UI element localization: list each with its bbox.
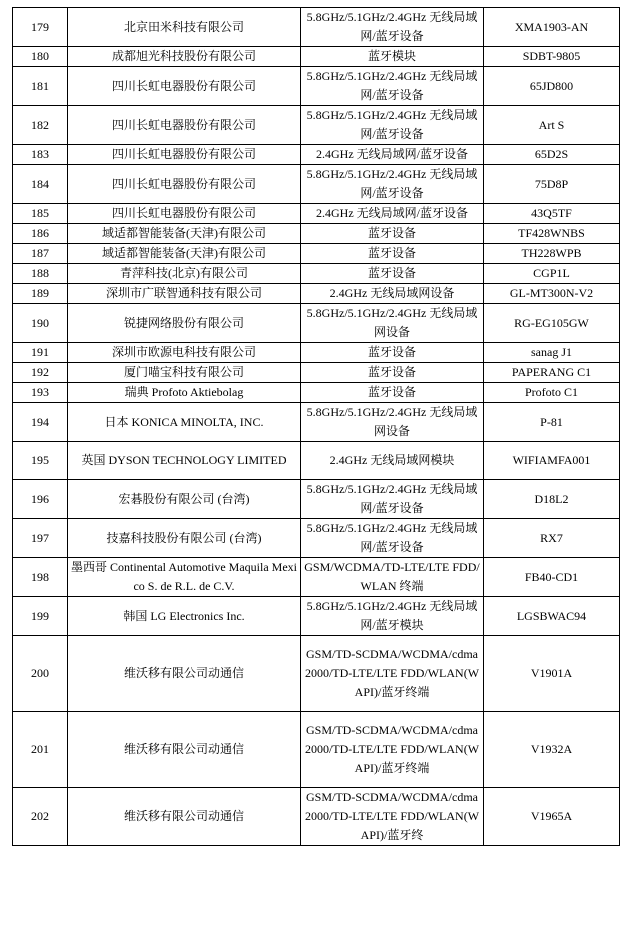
model-cell: 65JD800 <box>484 67 620 106</box>
device-approval-table <box>12 7 620 846</box>
company-cell: 四川长虹电器股份有限公司 <box>68 67 301 106</box>
table-row <box>13 165 620 204</box>
model-cell: SDBT-9805 <box>484 47 620 67</box>
company-cell: 维沃移有限公司动通信 <box>68 788 301 846</box>
product-cell: 5.8GHz/5.1GHz/2.4GHz 无线局域网设备 <box>301 403 484 442</box>
model-cell: V1932A <box>484 712 620 788</box>
table-row <box>13 47 620 67</box>
table-row <box>13 343 620 363</box>
row-number: 190 <box>13 304 68 343</box>
model-cell: 75D8P <box>484 165 620 204</box>
company-cell: 韩国 LG Electronics Inc. <box>68 597 301 636</box>
product-cell: 2.4GHz 无线局域网模块 <box>301 442 484 480</box>
product-cell: 2.4GHz 无线局域网/蓝牙设备 <box>301 204 484 224</box>
model-cell: Art S <box>484 106 620 145</box>
model-cell: CGP1L <box>484 264 620 284</box>
company-cell: 维沃移有限公司动通信 <box>68 636 301 712</box>
product-cell: 5.8GHz/5.1GHz/2.4GHz 无线局域网/蓝牙设备 <box>301 519 484 558</box>
row-number: 194 <box>13 403 68 442</box>
table-row <box>13 788 620 846</box>
company-cell: 成都旭光科技股份有限公司 <box>68 47 301 67</box>
row-number: 193 <box>13 383 68 403</box>
product-cell: 5.8GHz/5.1GHz/2.4GHz 无线局域网/蓝牙设备 <box>301 480 484 519</box>
table-row <box>13 204 620 224</box>
row-number: 188 <box>13 264 68 284</box>
product-cell: 蓝牙模块 <box>301 47 484 67</box>
product-cell: GSM/TD-SCDMA/WCDMA/cdma2000/TD-LTE/LTE FDD/WLAN(WAPI)/蓝牙终 <box>301 788 484 846</box>
company-cell: 厦门喵宝科技有限公司 <box>68 363 301 383</box>
table-row <box>13 224 620 244</box>
table-row <box>13 145 620 165</box>
row-number: 196 <box>13 480 68 519</box>
row-number: 183 <box>13 145 68 165</box>
product-cell: 蓝牙设备 <box>301 224 484 244</box>
row-number: 199 <box>13 597 68 636</box>
table-row <box>13 636 620 712</box>
table-row <box>13 106 620 145</box>
company-cell: 深圳市广联智通科技有限公司 <box>68 284 301 304</box>
model-cell: V1965A <box>484 788 620 846</box>
company-cell: 四川长虹电器股份有限公司 <box>68 204 301 224</box>
company-cell: 维沃移有限公司动通信 <box>68 712 301 788</box>
row-number: 186 <box>13 224 68 244</box>
company-cell: 英国 DYSON TECHNOLOGY LIMITED <box>68 442 301 480</box>
model-cell: 65D2S <box>484 145 620 165</box>
company-cell: 宏碁股份有限公司 (台湾) <box>68 480 301 519</box>
table-row <box>13 442 620 480</box>
company-cell: 日本 KONICA MINOLTA, INC. <box>68 403 301 442</box>
company-cell: 墨西哥 Continental Automotive Maquila Mexico S. de R.L. de C.V. <box>68 558 301 597</box>
product-cell: 蓝牙设备 <box>301 363 484 383</box>
model-cell: TF428WNBS <box>484 224 620 244</box>
product-cell: 2.4GHz 无线局域网设备 <box>301 284 484 304</box>
model-cell: WIFIAMFA001 <box>484 442 620 480</box>
model-cell: GL-MT300N-V2 <box>484 284 620 304</box>
product-cell: 2.4GHz 无线局域网/蓝牙设备 <box>301 145 484 165</box>
company-cell: 北京田米科技有限公司 <box>68 8 301 47</box>
product-cell: GSM/TD-SCDMA/WCDMA/cdma2000/TD-LTE/LTE FDD/WLAN(WAPI)/蓝牙终端 <box>301 636 484 712</box>
table-row <box>13 597 620 636</box>
table-row <box>13 244 620 264</box>
model-cell: XMA1903-AN <box>484 8 620 47</box>
row-number: 192 <box>13 363 68 383</box>
table-row <box>13 403 620 442</box>
company-cell: 技嘉科技股份有限公司 (台湾) <box>68 519 301 558</box>
table-body <box>13 8 620 846</box>
product-cell: 5.8GHz/5.1GHz/2.4GHz 无线局域网/蓝牙设备 <box>301 8 484 47</box>
model-cell: Profoto C1 <box>484 383 620 403</box>
row-number: 181 <box>13 67 68 106</box>
company-cell: 域适都智能装备(天津)有限公司 <box>68 224 301 244</box>
table-row <box>13 304 620 343</box>
product-cell: 蓝牙设备 <box>301 264 484 284</box>
row-number: 180 <box>13 47 68 67</box>
row-number: 200 <box>13 636 68 712</box>
table-row <box>13 264 620 284</box>
model-cell: D18L2 <box>484 480 620 519</box>
row-number: 179 <box>13 8 68 47</box>
company-cell: 四川长虹电器股份有限公司 <box>68 165 301 204</box>
product-cell: 蓝牙设备 <box>301 383 484 403</box>
row-number: 185 <box>13 204 68 224</box>
row-number: 198 <box>13 558 68 597</box>
row-number: 201 <box>13 712 68 788</box>
row-number: 182 <box>13 106 68 145</box>
model-cell: V1901A <box>484 636 620 712</box>
model-cell: P-81 <box>484 403 620 442</box>
row-number: 184 <box>13 165 68 204</box>
product-cell: 5.8GHz/5.1GHz/2.4GHz 无线局域网/蓝牙设备 <box>301 165 484 204</box>
model-cell: RG-EG105GW <box>484 304 620 343</box>
row-number: 197 <box>13 519 68 558</box>
company-cell: 深圳市欧源电科技有限公司 <box>68 343 301 363</box>
product-cell: 5.8GHz/5.1GHz/2.4GHz 无线局域网设备 <box>301 304 484 343</box>
table-row <box>13 712 620 788</box>
table-row <box>13 363 620 383</box>
model-cell: RX7 <box>484 519 620 558</box>
table-row <box>13 558 620 597</box>
model-cell: TH228WPB <box>484 244 620 264</box>
product-cell: 蓝牙设备 <box>301 343 484 363</box>
model-cell: sanag J1 <box>484 343 620 363</box>
company-cell: 四川长虹电器股份有限公司 <box>68 106 301 145</box>
product-cell: GSM/TD-SCDMA/WCDMA/cdma2000/TD-LTE/LTE FDD/WLAN(WAPI)/蓝牙终端 <box>301 712 484 788</box>
company-cell: 青萍科技(北京)有限公司 <box>68 264 301 284</box>
company-cell: 四川长虹电器股份有限公司 <box>68 145 301 165</box>
table-row <box>13 8 620 47</box>
model-cell: FB40-CD1 <box>484 558 620 597</box>
company-cell: 瑞典 Profoto Aktiebolag <box>68 383 301 403</box>
product-cell: 5.8GHz/5.1GHz/2.4GHz 无线局域网/蓝牙设备 <box>301 67 484 106</box>
model-cell: PAPERANG C1 <box>484 363 620 383</box>
company-cell: 锐捷网络股份有限公司 <box>68 304 301 343</box>
product-cell: GSM/WCDMA/TD-LTE/LTE FDD/WLAN 终端 <box>301 558 484 597</box>
company-cell: 域适都智能装备(天津)有限公司 <box>68 244 301 264</box>
product-cell: 5.8GHz/5.1GHz/2.4GHz 无线局域网/蓝牙模块 <box>301 597 484 636</box>
row-number: 195 <box>13 442 68 480</box>
row-number: 191 <box>13 343 68 363</box>
table-row <box>13 519 620 558</box>
row-number: 187 <box>13 244 68 264</box>
table-row <box>13 284 620 304</box>
model-cell: 43Q5TF <box>484 204 620 224</box>
row-number: 202 <box>13 788 68 846</box>
table-row <box>13 480 620 519</box>
table-row <box>13 67 620 106</box>
row-number: 189 <box>13 284 68 304</box>
table-row <box>13 383 620 403</box>
product-cell: 蓝牙设备 <box>301 244 484 264</box>
product-cell: 5.8GHz/5.1GHz/2.4GHz 无线局域网/蓝牙设备 <box>301 106 484 145</box>
model-cell: LGSBWAC94 <box>484 597 620 636</box>
